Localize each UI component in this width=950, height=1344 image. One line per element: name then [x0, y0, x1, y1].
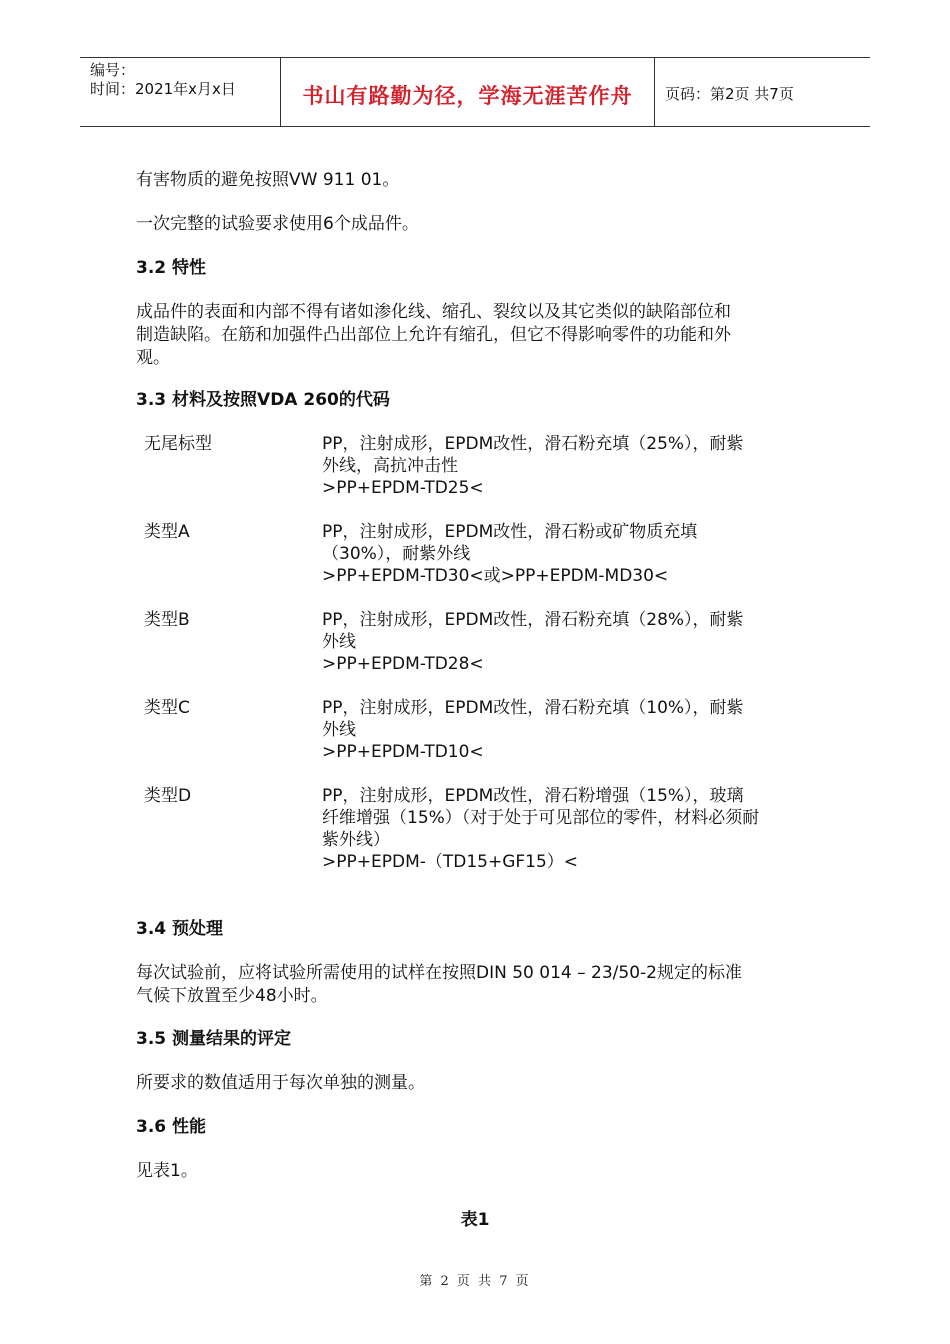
table-title: 表1 [460, 1210, 490, 1230]
document-number-label: 编号： [90, 61, 136, 79]
section-3-4-line-1: 每次试验前，应将试验所需使用的试样在按照DIN 50 014 – 23/50-2规定的标准 [136, 963, 742, 983]
material-desc-line: 紫外线） [322, 830, 390, 850]
material-desc-4 [322, 785, 832, 873]
header-right-cell [655, 58, 870, 126]
header-left-cell [80, 58, 281, 126]
section-3-4-line-2: 气候下放置至少48小时。 [136, 986, 328, 1006]
material-desc-1 [322, 521, 832, 587]
section-3-5-heading: 3.5 测量结果的评定 [136, 1029, 292, 1049]
material-desc-line: 纤维增强（15%）（对于处于可见部位的零件，材料必须耐 [322, 808, 760, 828]
material-name-4: 类型D [144, 786, 192, 806]
material-desc-line: PP，注射成形，EPDM改性，滑石粉增强（15%），玻璃 [322, 786, 744, 806]
section-3-2-body [136, 301, 826, 370]
material-desc-line: PP，注射成形，EPDM改性，滑石粉充填（10%），耐紫 [322, 698, 744, 718]
section-3-2-heading: 3.2 特性 [136, 258, 207, 278]
material-name-3: 类型C [144, 698, 190, 718]
material-code: >PP+EPDM-TD30<或>PP+EPDM-MD30< [322, 566, 669, 586]
material-desc-line: 外线 [322, 720, 356, 740]
intro-paragraph-1: 有害物质的避免按照VW 911 01。 [136, 170, 400, 190]
material-code: >PP+EPDM-TD28< [322, 654, 484, 674]
material-desc-line: （30%），耐紫外线 [322, 544, 471, 564]
material-desc-line: PP，注射成形，EPDM改性，滑石粉或矿物质充填 [322, 522, 698, 542]
material-code: >PP+EPDM-TD10< [322, 742, 484, 762]
header-page-info: 页码：第2页 共7页 [665, 85, 794, 103]
header-middle-cell [281, 58, 655, 126]
header-motto: 书山有路勤为径，学海无涯苦作舟 [302, 83, 633, 108]
section-3-5-body: 所要求的数值适用于每次单独的测量。 [136, 1073, 425, 1093]
material-desc-3 [322, 697, 832, 763]
material-desc-line: 外线，高抗冲击性 [322, 456, 458, 476]
section-3-6-heading: 3.6 性能 [136, 1117, 207, 1137]
material-desc-line: 外线 [322, 632, 356, 652]
material-name-1: 类型A [144, 522, 190, 542]
page-header [80, 57, 870, 127]
material-name-2: 类型B [144, 610, 190, 630]
material-code: >PP+EPDM-（TD15+GF15）< [322, 852, 579, 872]
section-3-4-heading: 3.4 预处理 [136, 919, 224, 939]
section-3-3-heading: 3.3 材料及按照VDA 260的代码 [136, 390, 390, 410]
section-3-6-body: 见表1。 [136, 1161, 198, 1181]
material-desc-2 [322, 609, 832, 675]
material-desc-0 [322, 433, 832, 499]
section-3-2-line-3: 观。 [136, 348, 170, 368]
intro-paragraph-2: 一次完整的试验要求使用6个成品件。 [136, 214, 419, 234]
material-code: >PP+EPDM-TD25< [322, 478, 484, 498]
material-desc-line: PP，注射成形，EPDM改性，滑石粉充填（25%），耐紫 [322, 434, 744, 454]
page-footer: 第 2 页 共 7 页 [419, 1274, 531, 1289]
material-desc-line: PP，注射成形，EPDM改性，滑石粉充填（28%），耐紫 [322, 610, 744, 630]
document-time-label: 时间：2021年x月x日 [90, 80, 236, 98]
material-name-0: 无尾标型 [144, 434, 212, 454]
section-3-2-line-2: 制造缺陷。在筋和加强件凸出部位上允许有缩孔，但它不得影响零件的功能和外 [136, 325, 731, 345]
section-3-2-line-1: 成品件的表面和内部不得有诸如渗化线、缩孔、裂纹以及其它类似的缺陷部位和 [136, 302, 731, 322]
section-3-4-body [136, 962, 826, 1008]
